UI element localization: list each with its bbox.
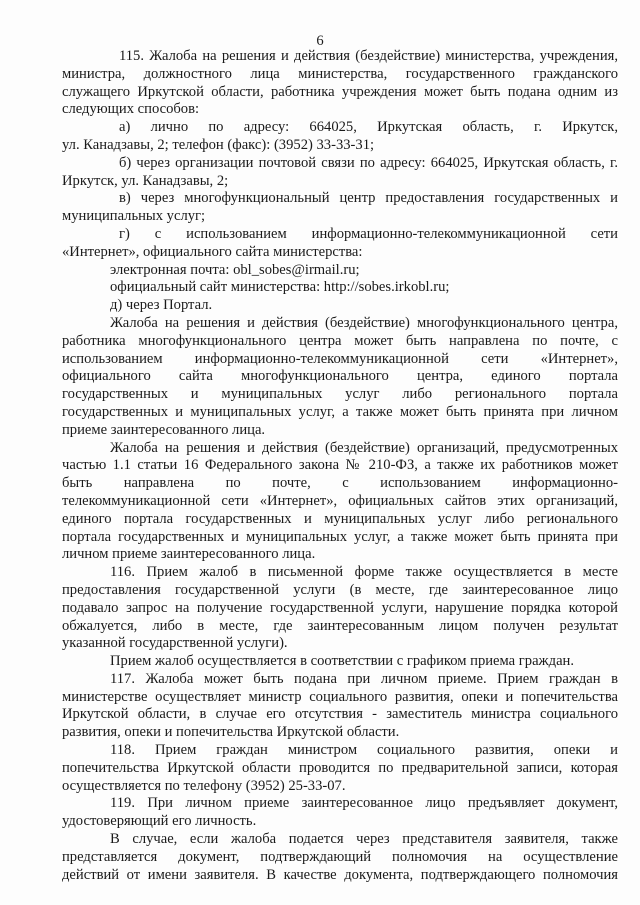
text-line: официальный сайт министерства: http://sobes.irkobl.ru; — [110, 279, 450, 296]
text-line: телекоммуникационной сети «Интернет», официальных сайтов этих организаций, — [62, 492, 618, 509]
text-line: муниципальных услуг; — [62, 208, 206, 225]
text-line: развития, опеки и попечительства Иркутской области. — [62, 724, 400, 741]
text-line: единого портала государственных и муниципальных услуг либо регионального — [62, 510, 618, 527]
text-line: в) через многофункциональный центр предоставления государственных и — [119, 190, 618, 207]
text-line: Жалоба на решения и действия (бездействие) многофункционального центра, — [110, 314, 618, 331]
text-line: 118. Прием граждан министром социального развития, опеки и — [110, 742, 618, 759]
text-line: «Интернет», официального сайта министерства: — [62, 243, 363, 260]
paragraph-p115d — [62, 297, 618, 315]
text-line: Жалоба на решения и действия (бездействие) организаций, предусмотренных — [110, 439, 618, 456]
paragraph-p115v — [62, 190, 618, 226]
paragraph-p115mfc — [62, 315, 618, 440]
text-line: Иркутск, ул. Канадзавы, 2; — [62, 172, 229, 189]
text-line: 119. При личном приеме заинтересованное лицо предъявляет документ, — [110, 795, 618, 812]
text-line: а) лично по адресу: 664025, Иркутская область, г. Иркутск, — [119, 119, 618, 136]
text-line: г) с использованием информационно-телекоммуникационной сети — [119, 225, 618, 242]
paragraph-p118 — [62, 742, 618, 795]
text-line: Иркутской области, в случае его отсутствия - заместитель министра социального — [62, 706, 618, 723]
paragraph-p116 — [62, 564, 618, 653]
paragraph-p119b — [62, 831, 618, 884]
text-line: официального сайта многофункционального центра, единого портала — [62, 368, 618, 385]
text-line: представляется документ, подтверждающий полномочия на осуществление — [62, 848, 618, 865]
text-line: подавало запрос на получение государственной услуги, нарушение порядка которой — [62, 599, 618, 616]
paragraph-p119 — [62, 795, 618, 831]
paragraph-p115org — [62, 440, 618, 565]
text-line: личном приеме заинтересованного лица. — [62, 546, 316, 563]
text-line: портала государственных и муниципальных услуг, а также может быть принята при — [62, 528, 618, 545]
document-body — [62, 48, 618, 884]
paragraph-p117 — [62, 671, 618, 742]
text-line: быть направлена по почте, с использованием информационно- — [62, 475, 618, 492]
text-line: министра, должностного лица министерства, государственного гражданского — [62, 65, 618, 82]
text-line: б) через организации почтовой связи по адресу: 664025, Иркутская область, г. — [119, 154, 618, 171]
paragraph-p115b — [62, 155, 618, 191]
text-line: использованием информационно-телекоммуникационной сети «Интернет», — [62, 350, 618, 367]
paragraph-p115site — [62, 279, 618, 297]
text-line: действий от имени заявителя. В качестве документа, подтверждающего полномочия — [62, 866, 618, 883]
text-line: указанной государственной услуги). — [62, 635, 288, 652]
text-line: Прием жалоб осуществляется в соответствии с графиком приема граждан. — [110, 653, 574, 670]
text-line: попечительства Иркутской области проводится по предварительной записи, которая — [62, 759, 618, 776]
paragraph-p115a — [62, 119, 618, 155]
text-line: работника многофункционального центра может быть направлена по почте, с — [62, 332, 618, 349]
text-line: ул. Канадзавы, 2; телефон (факс): (3952) 33-33-31; — [62, 136, 375, 153]
text-line: государственных и муниципальных услуг либо регионального портала — [62, 386, 618, 403]
text-line: государственных и муниципальных услуг, а также может быть принята при личном — [62, 403, 618, 420]
text-line: обжалуется, либо в месте, где заинтересованным лицом получен результат — [62, 617, 618, 634]
text-line: 115. Жалоба на решения и действия (бездействие) министерства, учреждения, — [119, 48, 618, 64]
text-line: 117. Жалоба может быть подана при личном приеме. Прием граждан в — [110, 670, 618, 687]
text-line: 116. Прием жалоб в письменной форме также осуществляется в месте — [110, 564, 618, 581]
text-line: предоставления государственной услуги (в месте, где заинтересованное лицо — [62, 581, 618, 598]
paragraph-p115g — [62, 226, 618, 262]
page-number: 6 — [316, 33, 324, 49]
text-line: служащего Иркутской области, работника учреждения может быть подана одним из — [62, 83, 618, 100]
text-line: частью 1.1 статьи 16 Федерального закона № 210-ФЗ, а также их работников может — [62, 457, 618, 474]
text-line: министерстве осуществляет министр социального развития, опеки и попечительства — [62, 688, 618, 705]
text-line: электронная почта: obl_sobes@irmail.ru; — [110, 261, 360, 278]
text-line: д) через Портал. — [110, 297, 213, 314]
text-line: В случае, если жалоба подается через представителя заявителя, также — [110, 831, 618, 848]
text-line: приеме заинтересованного лица. — [62, 421, 266, 438]
text-line: удостоверяющий его личность. — [62, 813, 257, 830]
paragraph-p116b — [62, 653, 618, 671]
paragraph-p115 — [62, 48, 618, 119]
paragraph-p115email — [62, 262, 618, 280]
text-line: осуществляется по телефону (3952) 25-33-07. — [62, 777, 346, 794]
text-line: следующих способов: — [62, 101, 200, 118]
